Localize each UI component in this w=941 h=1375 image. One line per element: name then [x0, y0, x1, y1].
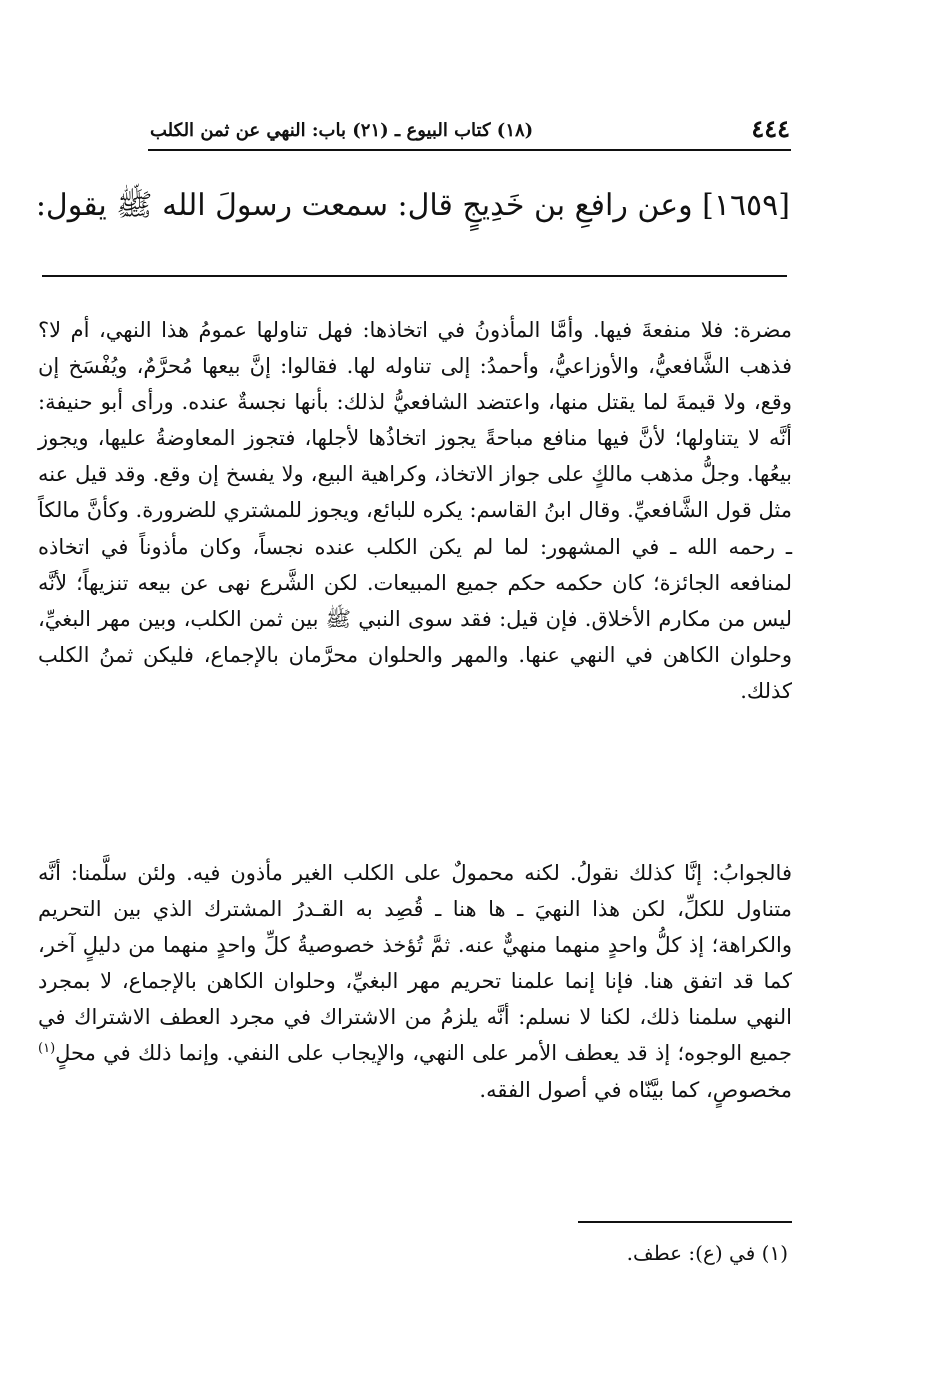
commentary-paragraph-1: مضرة: فلا منفعةَ فيها. وأمَّا المأذونُ في اتخاذها: فهل تناولها عمومُ هذا النهي، أم لا؟ فذهب الشَّافعيُّ، والأوزاعيُّ، وأحمدُ: إلى تناوله لها. فقالوا: إنَّ بيعها مُحرَّمٌ، ويُفْسَخ إن وقع، ولا قيمةَ لما يقتل منها، واعتضد الشافعيُّ لذلك: بأنها نجسةٌ عنده. ورأى أبو حنيفة: أنَّه لا يتناولها؛ لأنَّ فيها منافع مباحةً يجوز اتخاذُها لأجلها، فتجوز المعاوضةُ عليها، ويجوز بيعُها. وجلُّ مذهب مالكٍ على جواز الاتخاذ، وكراهية البيع، ولا يفسخ إن وقع. وقد قيل عنه مثل قول الشَّافعيِّ. وقال ابنُ القاسم: يكره للبائع، ويجوز للمشتري للضرورة. وكأنَّ مالكاً ـ رحمه الله ـ في المشهور: لما لم يكن الكلب عنده نجساً، وكان مأذوناً في اتخاذه لمنافعه الجائزة؛ كان حكمه حكم جميع المبيعات. لكن الشَّرع نهى عن بيعه تنزيهاً؛ لأنَّه ليس من مكارم الأخلاق. فإن قيل: فقد سوى النبي ﷺ بين ثمن الكلب، وبين مهر البغيِّ، وحلوان الكاهن في النهي عنها. والمهر والحلوان محرَّمان بالإجماع، فليكن ثمنُ الكلب كذلك.	[38, 318, 792, 703]
page-header	[150, 114, 790, 150]
running-title: (١٨) كتاب البيوع ـ (٢١) باب: النهي عن ثمن الكلب	[150, 120, 534, 141]
footnote-marker: (١)	[38, 1041, 56, 1057]
hadith-separator-rule	[42, 275, 787, 277]
page-number: ٤٤٤	[751, 114, 790, 143]
footnote-1: (١) في (ع): عطف.	[626, 1241, 788, 1265]
header-rule	[148, 149, 791, 151]
footnote-separator-rule	[578, 1221, 792, 1223]
paragraph-2-text-after-note: مخصوصٍ، كما بيَّنّاه في أصول الفقه.	[479, 1077, 792, 1102]
paragraph-2-text-before-note: فالجوابُ: إنَّا كذلك نقولُ. لكنه محمولٌ على الكلب الغير مأذون فيه. ولئن سلَّمنا: أنَّه متناول للكلِّ، لكن هذا النهيَ ـ ها هنا ـ قُصِد به القـدرُ المشترك الذي بين التحريم والكراهة؛ إذ كلُّ واحدٍ منهما منهيٌّ عنه. ثمَّ تُؤخذ خصوصيةُ كلِّ واحدٍ منهما من دليلٍ آخر، كما قد اتفق هنا. فإنا إنما علمنا تحريم مهر البغيِّ، وحلوان الكاهن بالإجماع، لا بمجرد النهي سلمنا ذلك، لكنا لا نسلم: أنَّه يلزمُ من الاشتراك في مجرد العطف الاشتراك في جميع الوجوه؛ إذ قد يعطف الأمر على النهي، والإيجاب على النفي. وإنما ذلك في محلٍ	[38, 861, 792, 1066]
hadith-text: [١٦٥٩] وعن رافعِ بن خَدِيجٍ قال: سمعت رسولَ الله ﷺ يقول:	[35, 188, 790, 223]
commentary-paragraph-2	[38, 855, 792, 1108]
